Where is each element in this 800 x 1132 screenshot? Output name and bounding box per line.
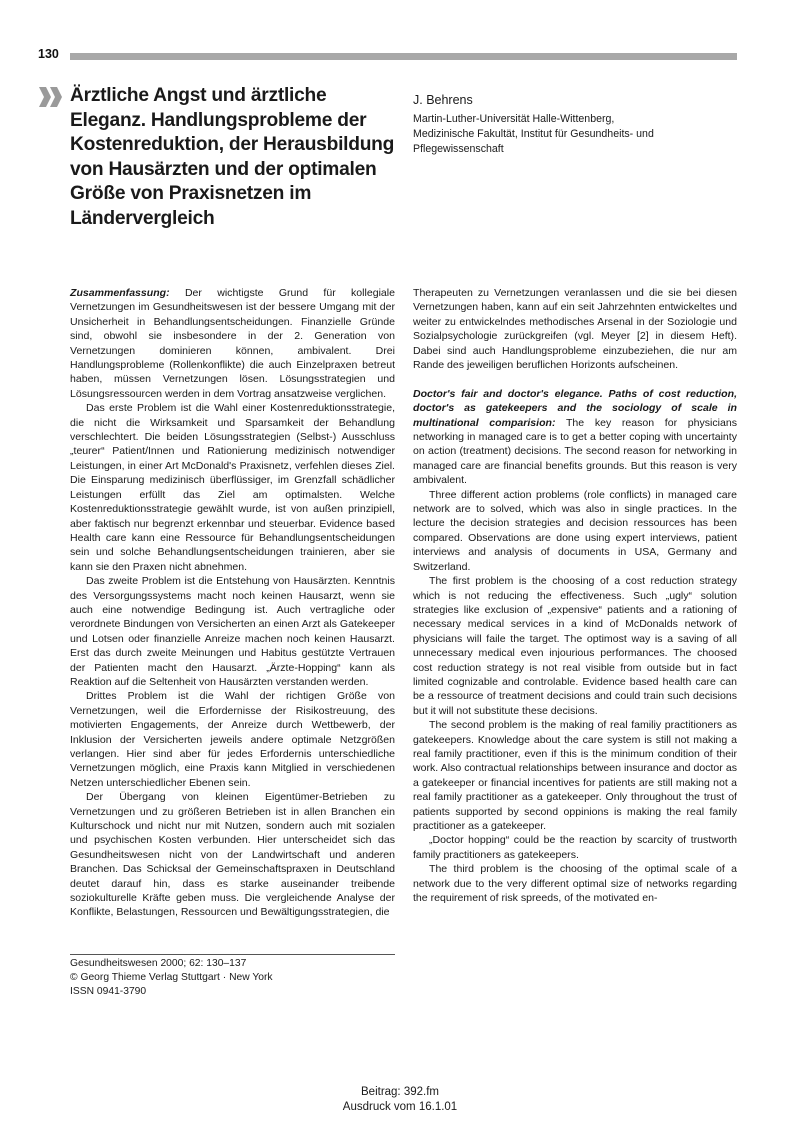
beitrag-label: Beitrag: 392.fm	[361, 1086, 439, 1098]
print-info	[0, 1085, 800, 1115]
affiliation-line: Pflegewissenschaft	[413, 143, 504, 155]
article-title: Ärztliche Angst und ärztliche Eleganz. Handlungsprobleme der Kostenreduktion, der Herausbildung von Hausärzten und der optimalen Größe von Praxisnetzen im Ländervergleich	[70, 85, 395, 229]
abstract-paragraph: Drittes Problem ist die Wahl der richtigen Größe von Vernetzungen, weil die Erfordernisse der Risikostreuung, des motivierten Engagements, der Anreize durch Wettbewerb, der Inklusion der Versicherten jeweils andere optimale Netzgrößen verlangen. Hier sind aber für jedes Erfordernis unterschiedliche Vernetzungen möglich, eine Praxis kann Mitglied in verschiedenen Netzen unterschiedlicher Ebenen sein.	[70, 690, 395, 789]
publisher: © Georg Thieme Verlag Stuttgart · New York	[70, 971, 273, 983]
abstract-paragraph: Das zweite Problem ist die Entstehung von Hausärzten. Kenntnis des Versorgungssystems macht noch keinen Hausarzt, wenn sie auch eine notwendige Bedingung ist. Auch vertragliche oder verordnete Bindungen von Versicherten an einen Arzt als Gatekeeper und Lotsen oder finanzielle Anreize machen noch keinen Hausarzt. Erst das durch zweite Meinungen und Habitus gestützte Vertrauen der Patienten macht den Hausarzt. „Ärzte-Hopping“ kann als Reaktion auf die Seltenheit von Hausärzten verstanden werden.	[70, 575, 395, 688]
abstract-heading-german: Zusammenfassung:	[70, 287, 170, 299]
abstract-paragraph: The second problem is the making of real familiy practitioners as gatekeepers. Knowledge about the care system is still not making a real family practitioner, even if this is the minimum condition of their work. Also contractual relationships between insurance and doctor as a gatekeeper or financial incentives for patients are still making not a real family practitioner as a gatekeeper. Only throughout the trust of patients supported by second oppinions is making the real family practitioner as a gatekeeper.	[413, 719, 737, 833]
page-number: 130	[38, 47, 59, 61]
footer-rule	[70, 954, 395, 955]
journal-info	[70, 957, 400, 998]
journal-citation: Gesundheitswesen 2000; 62: 130–137	[70, 958, 247, 969]
author-affiliation	[413, 112, 743, 157]
abstract-paragraph: The first problem is the choosing of a cost reduction strategy which is not reducing the effectiveness. Such „ugly“ solution strategies like exclusion of „expensive“ patients and a rationing of necessary medical services in a kind of McDonalds network of physicians will faile the target. The optimost way is a saving of all unnecessary medical even injourious performances. The choosed cost reduction strategy is not real visible from outside but in fact limited cognizable and controlable. Evidence based health care can be a ressource of treatment decisions and could train such decisions but it will not substitute these decisions.	[413, 575, 737, 717]
abstract-paragraph	[413, 387, 737, 488]
author-block	[413, 91, 743, 157]
affiliation-line: Martin-Luther-Universität Halle-Wittenberg,	[413, 113, 615, 125]
abstract-paragraph: Three different action problems (role conflicts) in managed care network are to solved, which was also in single practices. In the lecture the decision strategies and decision ressources has been compared. Observations are done using expert interviews, patient interviews and analysis of documents in USA, Germany and Switzerland.	[413, 488, 737, 573]
ausdruck-label: Ausdruck vom 16.1.01	[342, 1101, 458, 1113]
affiliation-line: Medizinische Fakultät, Institut für Gesundheits- und	[413, 128, 654, 140]
abstract-paragraph: „Doctor hopping“ could be the reaction by scarcity of trustworth family practitioners as gatekeepers.	[413, 834, 737, 861]
header-rule	[70, 53, 737, 60]
english-abstract-column	[413, 286, 737, 905]
german-abstract-column	[70, 286, 395, 920]
section-marker-icon	[38, 86, 64, 108]
german-abstract-continuation	[413, 286, 737, 372]
issn: ISSN 0941-3790	[70, 985, 147, 997]
section-gap	[413, 372, 737, 386]
abstract-paragraph: Der Übergang von kleinen Eigentümer-Betrieben zu Vernetzungen und zu größeren Betrieben ist in allen Branchen ein Kulturschock und nicht nur mit Nutzen, sondern auch mit sozialen und psychischen Kosten verbunden. Hier unterscheidet sich das Gesundheitswesen nicht von der Landwirtschaft und anderen Branchen. Das Schicksal der Gemeinschaftspraxen in Deutschland deutet darauf hin, dass es starke auseinander treibende soziokulturelle Kräfte geben muss. Die vergleichende Analyse der Konflikte, Belastungen, Ressourcen und Bewältigungsstrategien, die	[70, 791, 395, 919]
author-name: J. Behrens	[413, 93, 473, 107]
abstract-heading-english: Doctor's fair and doctor's elegance. Paths of cost reduction, doctor's as gatekeepers and the sociology of scale in multinational comparision:	[413, 387, 737, 429]
abstract-paragraph: The third problem is the choosing of the optimal scale of a network due to the very different optimal size of networks regarding the requirement of risk spreeds, of the motivated en-	[413, 863, 737, 905]
abstract-paragraph-continued: Therapeuten zu Vernetzungen veranlassen und die sie bei diesen Vernetzungen haben, kann auf ein seit Jahrzehnten entwickeltes und weiter zu entwickelndes methodisches Arsenal in der Soziologie und Sozialpsychologie zurückgreifen (vgl. Meyer [2] in diesem Heft). Dabei sind auch Handlungsprobleme einzubeziehen, die nur am Rande des jeweiligen beruflichen Horizonts aufscheinen.	[413, 287, 737, 372]
paragraph-text: Der wichtigste Grund für kollegiale Vernetzungen im Gesundheitswesen ist der bessere Umgang mit der Unsicherheit in Behandlungsentscheidungen. Finanzielle Gründe sind, obwohl sie insbesondere in der 2. Generation von Vernetzungen dominieren können, ambivalent. Drei Handlungsprobleme (Rollenkonflikte) die auch Einzelpraxen betreut haben, müssen Vernetzungen lösen. Lösungsstrategien und Lösungsressourcen werden in dem Vortrag ansatzweise verglichen.	[70, 287, 395, 400]
paragraph-text: The key reason for physicians networking in managed care is to get a better coping with uncertainty on action (treatment) decisions. The second reason for networking in managed care are financial benefits grounds. But this reason is very ambivalent.	[413, 416, 737, 487]
abstract-paragraph: Das erste Problem ist die Wahl einer Kostenreduktionsstrategie, die nicht die Wirksamkeit und Sparsamkeit der Behandlung verschlechtert. Die beiden Lösungsstrategien (Selbst-) Ausschluss „teurer“ Patient/Innen und Rationierung medizinisch notwendiger Leistungen, in einer Art McDonald's Praxisnetz, verfehlen dieses Ziel. Die Einsparung medizinisch überflüssiger, im Grenzfall schädlicher Leistungen erfüllt das Ziel am optimalsten. Welche Kostenreduktionsstrategie gewählt wurde, ist von außen prinzipiell, aber faktisch nur begrenzt erkennbar und steuerbar. Evidence based Health care kann eine Ressource für Behandlungsentscheidungen sein und solche Behandlungsentscheidungen trainieren, aber sie kann sie den Praxen nicht abnehmen.	[70, 402, 395, 573]
abstract-paragraph	[70, 286, 395, 401]
